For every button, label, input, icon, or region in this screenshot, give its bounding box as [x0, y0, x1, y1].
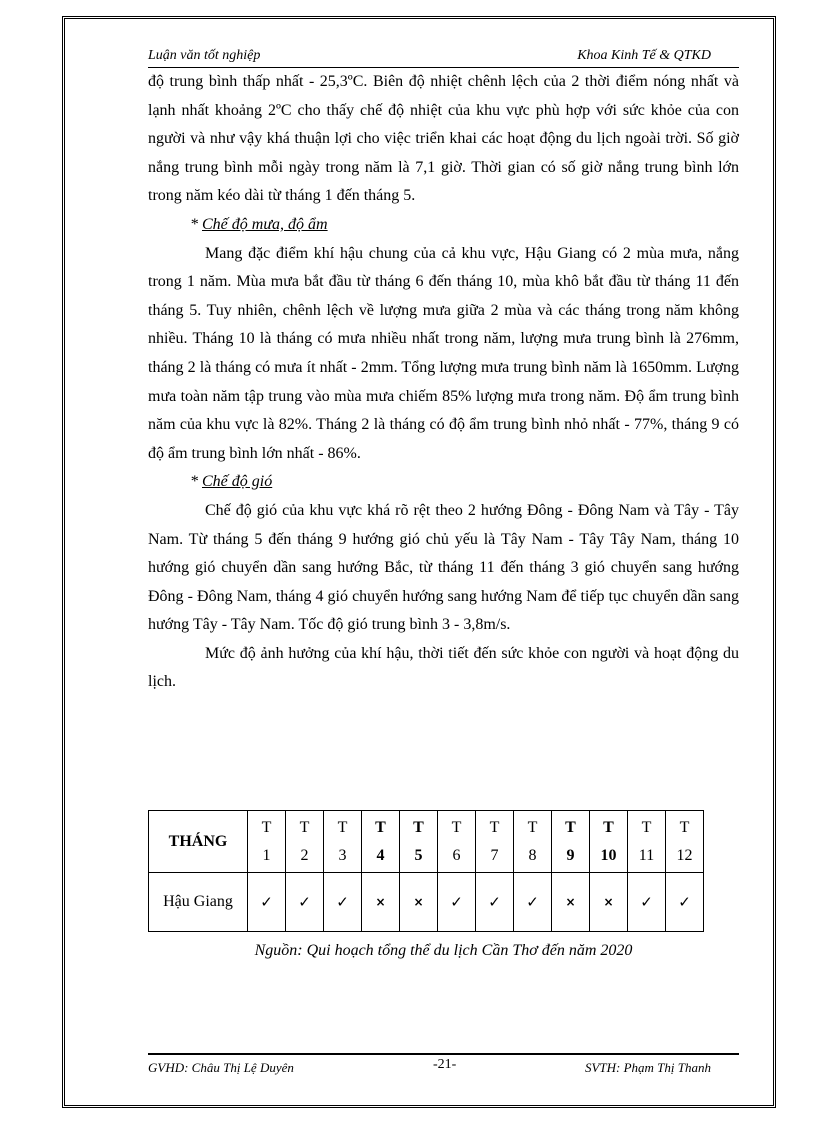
- header-faculty-label: Khoa Kinh Tế & QTKD: [577, 48, 711, 63]
- check-icon: ✓: [324, 873, 362, 932]
- cross-icon: ×: [590, 873, 628, 932]
- paragraph-rain-humidity: Mang đặc điểm khí hậu chung của cả khu vực, Hậu Giang có 2 mùa mưa, nắng trong 1 năm. Mùa mưa bắt đầu từ tháng 6 đến tháng 10, mùa khô bắt đầu từ tháng 11 đến tháng 5. Tuy nhiên, chênh lệch về lượng mưa giữa 2 mùa và các tháng trong năm không nhiều. Tháng 10 là tháng có mưa nhiều nhất trong năm, lượng mưa trung bình là 276mm, tháng 2 là tháng có mưa ít nhất - 2mm. Tổng lượng mưa trung bình năm là 1650mm. Lượng mưa toàn năm tập trung vào mùa mưa chiếm 85% lượng mưa trong năm. Độ ẩm trung bình năm của khu vực là 82%. Tháng 2 là tháng có độ ẩm trung bình nhỏ nhất - 77%, tháng 9 có độ ẩm trung bình lớn nhất - 86%.: [148, 244, 739, 462]
- month-cell: T 3: [324, 811, 362, 873]
- table-source-note: Nguồn: Qui hoạch tổng thể du lịch Cần Thơ đến năm 2020: [254, 942, 633, 959]
- heading-wind-text: Chế độ gió: [202, 473, 273, 491]
- heading-rain-humidity: [148, 211, 739, 240]
- heading-wind-star: *: [190, 473, 202, 491]
- month-cell: T 9: [552, 811, 590, 873]
- cross-icon: ×: [552, 873, 590, 932]
- month-cell: T 8: [514, 811, 552, 873]
- page-number: -21-: [433, 1057, 457, 1072]
- table-row: [149, 873, 704, 932]
- body-text: [148, 68, 739, 697]
- climate-suitability-table: [148, 810, 704, 932]
- footer-advisor: GVHD: Châu Thị Lệ Duyên: [148, 1060, 294, 1075]
- check-icon: ✓: [476, 873, 514, 932]
- check-icon: ✓: [438, 873, 476, 932]
- paragraph-wind: Chế độ gió của khu vực khá rõ rệt theo 2 hướng Đông - Đông Nam và Tây - Tây Nam. Từ tháng 5 đến tháng 9 hướng gió chủ yếu là Tây Nam - Tây Tây Nam, tháng 10 hướng gió chuyển dần sang hướng Bắc, từ tháng 11 đến tháng 3 gió chuyển sang hướng Đông - Đông Nam, tháng 4 gió chuyển hướng sang hướng Nam để tiếp tục chuyển dần sang hướng Tây - Tây Nam. Tốc độ gió trung bình 3 - 3,8m/s.: [148, 501, 739, 634]
- paragraph-impact: Mức độ ảnh hưởng của khí hậu, thời tiết đến sức khỏe con người và hoạt động du lịch.: [148, 644, 739, 691]
- month-cell: T 4: [362, 811, 400, 873]
- check-icon: ✓: [286, 873, 324, 932]
- heading-rain-star: *: [190, 215, 202, 233]
- heading-wind: [148, 468, 739, 497]
- month-cell: T 12: [666, 811, 704, 873]
- footer-student: SVTH: Phạm Thị Thanh: [584, 1060, 711, 1075]
- month-cell: T 7: [476, 811, 514, 873]
- month-cell: T 11: [628, 811, 666, 873]
- cross-icon: ×: [362, 873, 400, 932]
- header-thesis-label: Luận văn tốt nghiệp: [148, 48, 261, 63]
- heading-rain-humidity-text: Chế độ mưa, độ ẩm: [202, 215, 328, 233]
- page-footer: [148, 1053, 739, 1077]
- month-cell: T 10: [590, 811, 628, 873]
- month-cell: T 6: [438, 811, 476, 873]
- check-icon: ✓: [248, 873, 286, 932]
- check-icon: ✓: [628, 873, 666, 932]
- month-cell: T 1: [248, 811, 286, 873]
- page-header: [148, 47, 739, 68]
- paragraph-temperature: độ trung bình thấp nhất - 25,3ºC. Biên độ nhiệt chênh lệch của 2 thời điểm nóng nhất và lạnh nhất khoảng 2ºC cho thấy chế độ nhiệt của khu vực phù hợp với sức khỏe của con người và như vậy khá thuận lợi cho việc triển khai các hoạt động du lịch ngoài trời. Số giờ nắng trung bình mỗi ngày trong năm là 7,1 giờ. Thời gian có số giờ nắng trung bình lớn trong năm kéo dài từ tháng 1 đến tháng 5.: [148, 73, 739, 205]
- month-header-cell: THÁNG: [149, 811, 248, 873]
- check-icon: ✓: [666, 873, 704, 932]
- month-cell: T 2: [286, 811, 324, 873]
- row-label-cell: Hậu Giang: [149, 873, 248, 932]
- month-cell: T 5: [400, 811, 438, 873]
- cross-icon: ×: [400, 873, 438, 932]
- check-icon: ✓: [514, 873, 552, 932]
- table-header-row: [149, 811, 704, 873]
